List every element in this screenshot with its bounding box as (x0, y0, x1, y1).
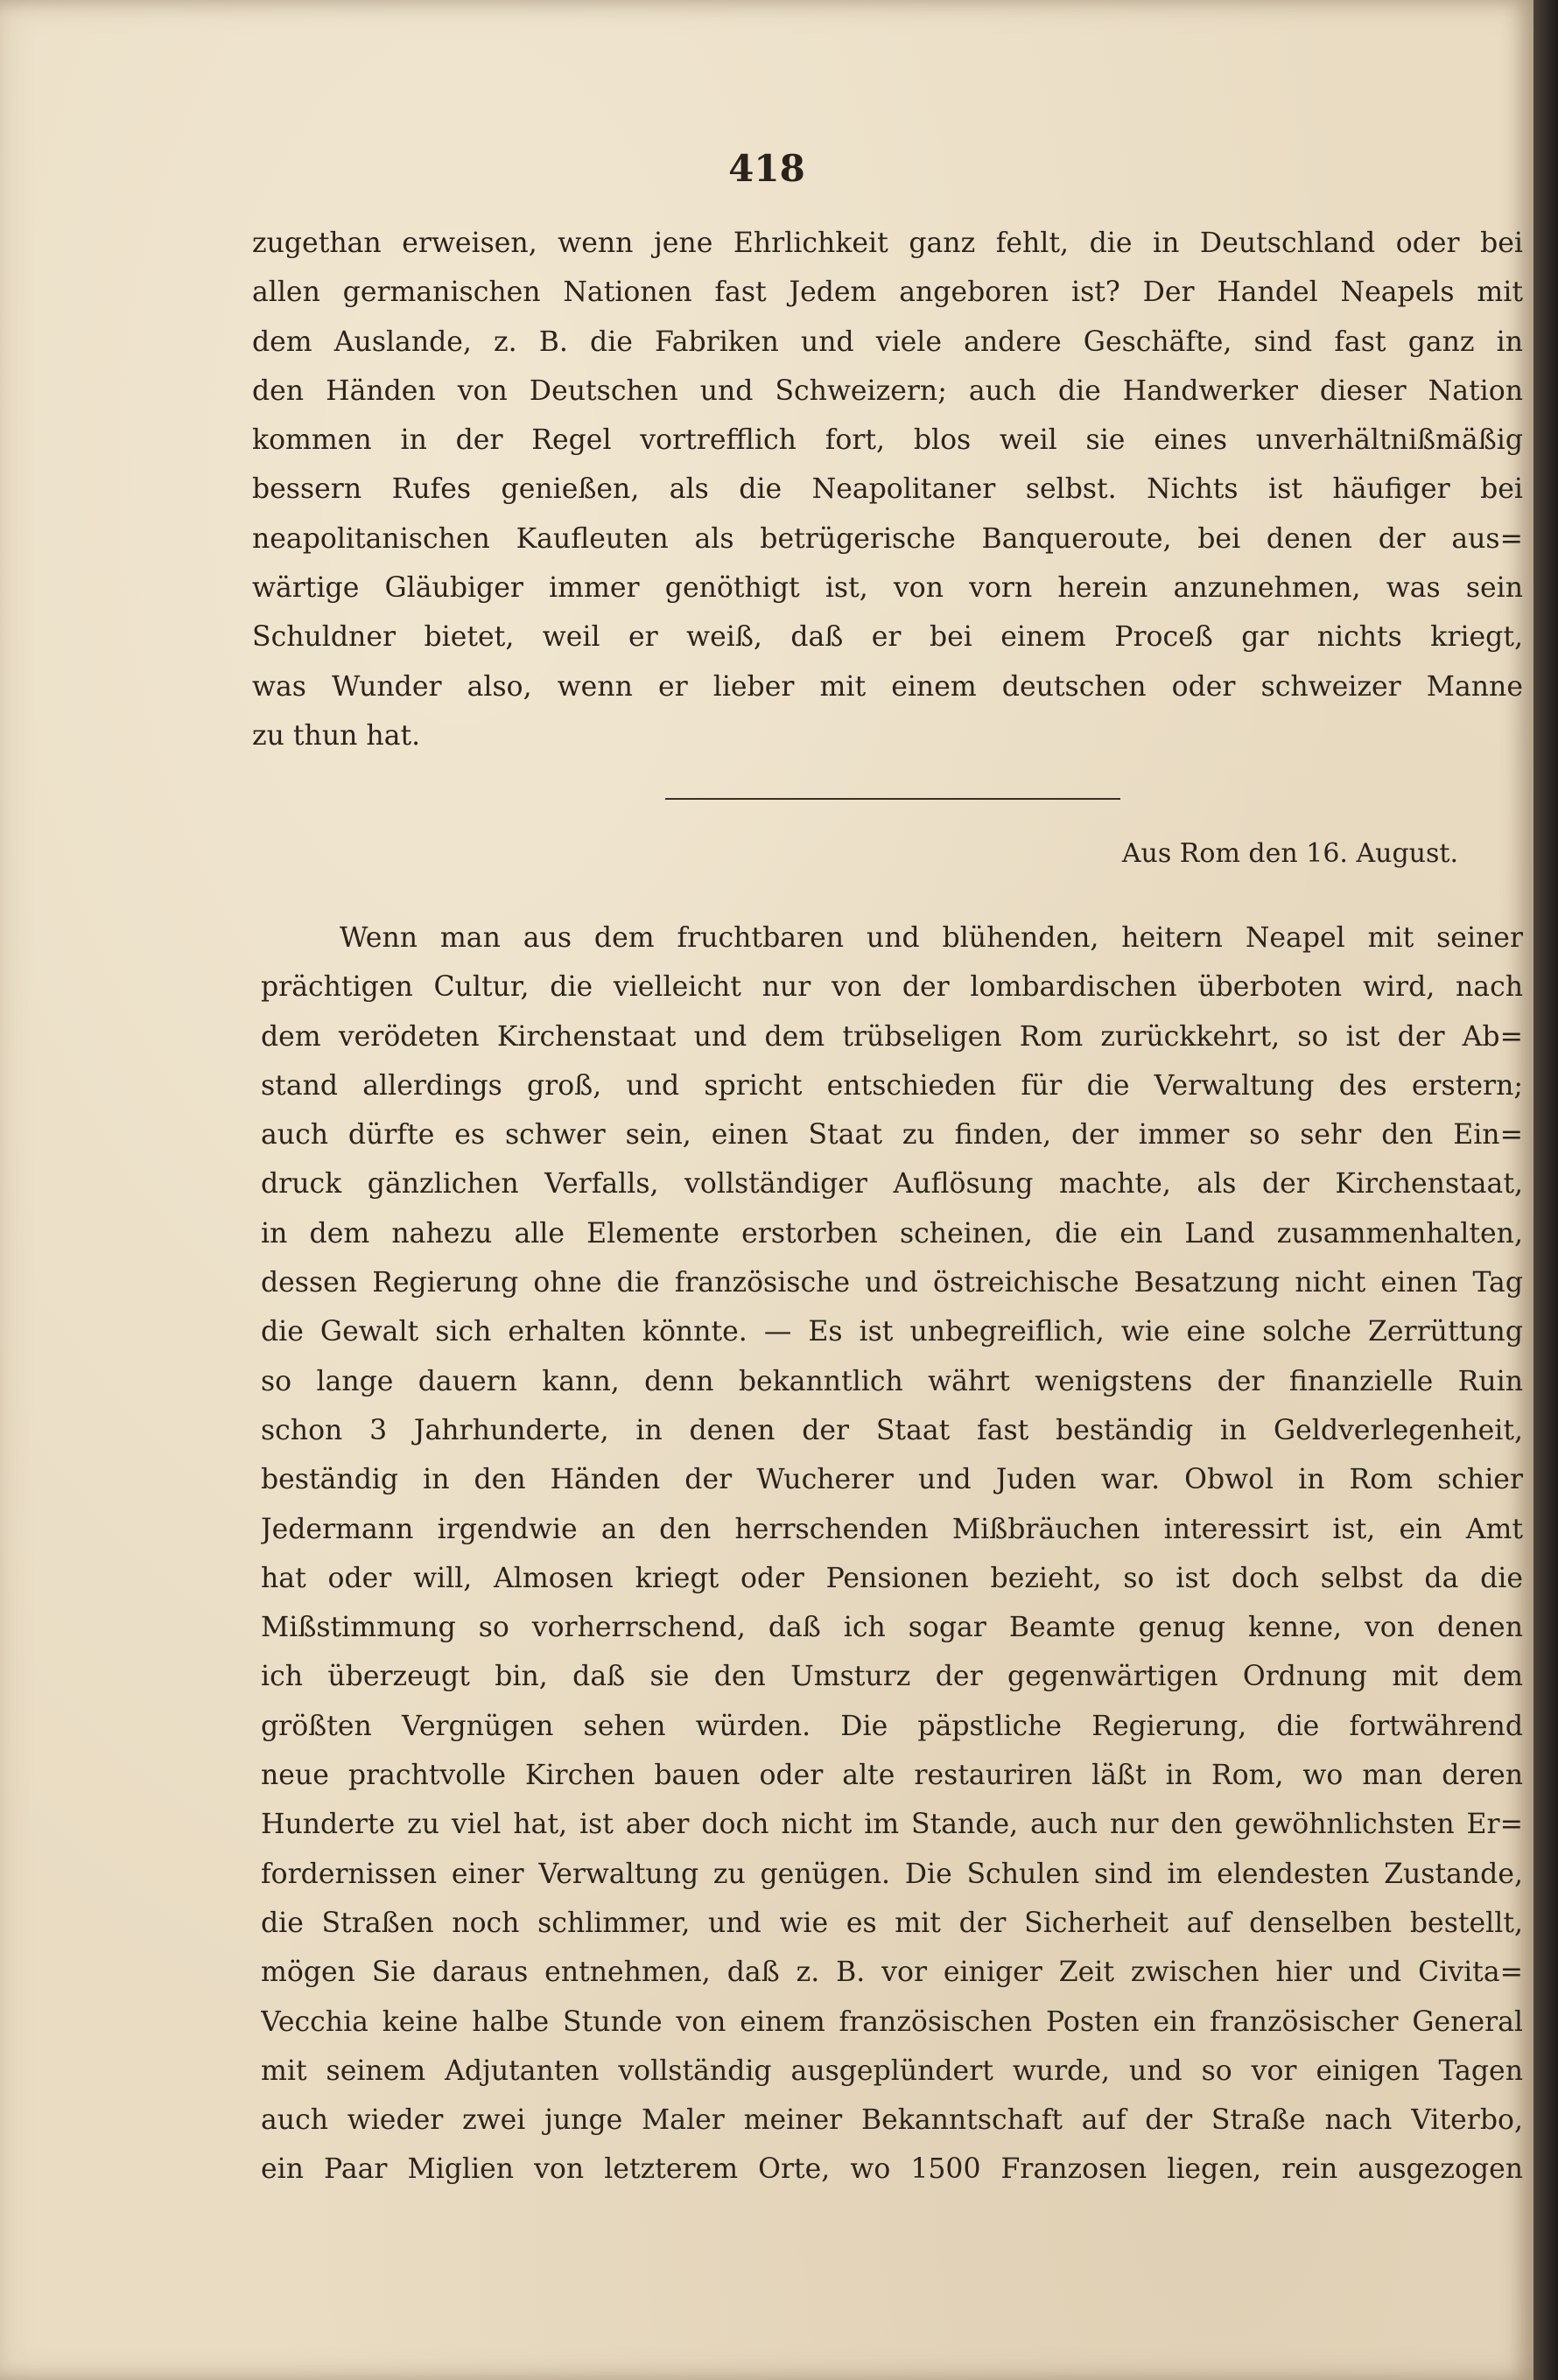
text-line: hat oder will, Almosen kriegt oder Pensionen bezieht, so ist doch selbst da die (261, 1562, 1523, 1594)
text-line: mit seinem Adjutanten vollständig ausgeplündert wurde, und so vor einigen Tagen (261, 2054, 1523, 2087)
text-line: zu thun hat. (252, 719, 421, 752)
text-line: so lange dauern kann, denn bekanntlich währt wenigstens der finanzielle Ruin (261, 1365, 1523, 1397)
text-line: stand allerdings groß, und spricht entschieden für die Verwaltung des erstern; (261, 1069, 1523, 1102)
text-line: die Straßen noch schlimmer, und wie es mit der Sicherheit auf denselben bestellt, (261, 1907, 1523, 1939)
text-line: Vecchia keine halbe Stunde von einem französischen Posten ein französischer General (261, 2006, 1523, 2038)
text-line: dem Auslande, z. B. die Fabriken und viele andere Geschäfte, sind fast ganz in (252, 326, 1523, 358)
text-line: druck gänzlichen Verfalls, vollständiger Auflösung machte, als der Kirchenstaat, (261, 1168, 1523, 1200)
text-line: beständig in den Händen der Wucherer und Juden war. Obwol in Rom schier (261, 1464, 1523, 1496)
text-line: mögen Sie daraus entnehmen, daß z. B. vor einiger Zeit zwischen hier und Civita= (261, 1956, 1523, 1989)
paragraph-rome-report (261, 914, 1523, 2194)
section-divider (665, 798, 1120, 800)
text-line: größten Vergnügen sehen würden. Die päpstliche Regierung, die fortwährend (261, 1710, 1523, 1742)
dateline: Aus Rom den 16. August. (1121, 838, 1458, 869)
text-line: wärtige Gläubiger immer genöthigt ist, von vorn herein anzunehmen, was sein (252, 572, 1523, 605)
text-line: bessern Rufes genießen, als die Neapolitaner selbst. Nichts ist häufiger bei (252, 473, 1523, 506)
text-line: Wenn man aus dem fruchtbaren und blühenden, heitern Neapel mit seiner (340, 922, 1523, 954)
text-line: auch dürfte es schwer sein, einen Staat zu finden, der immer so sehr den Ein= (261, 1119, 1523, 1152)
text-line: Schuldner bietet, weil er weiß, daß er bei einem Proceß gar nichts kriegt, (252, 621, 1523, 654)
text-line: kommen in der Regel vortrefflich fort, blos weil sie eines unverhältnißmäßig (252, 424, 1523, 457)
text-line: Jedermann irgendwie an den herrschenden Mißbräuchen interessirt ist, ein Amt (261, 1513, 1523, 1545)
text-line: allen germanischen Nationen fast Jedem angeboren ist? Der Handel Neapels mit (252, 276, 1523, 309)
book-spine-shadow (1533, 0, 1558, 2380)
text-line: prächtigen Cultur, die vielleicht nur von der lombardischen überboten wird, nach (261, 971, 1523, 1004)
text-line: neue prachtvolle Kirchen bauen oder alte restauriren läßt in Rom, wo man deren (261, 1760, 1523, 1792)
text-line: neapolitanischen Kaufleuten als betrügerische Banqueroute, bei denen der aus= (252, 522, 1523, 555)
paragraph-continued (252, 219, 1523, 760)
text-line: dem verödeten Kirchenstaat und dem trübseligen Rom zurückkehrt, so ist der Ab= (261, 1020, 1523, 1053)
text-line: in dem nahezu alle Elemente erstorben scheinen, die ein Land zusammenhalten, (261, 1217, 1523, 1250)
text-line: die Gewalt sich erhalten könnte. — Es ist unbegreiflich, wie eine solche Zerrüttung (261, 1316, 1523, 1348)
text-line: dessen Regierung ohne die französische und östreichische Besatzung nicht einen Tag (261, 1267, 1523, 1299)
text-line: Hunderte zu viel hat, ist aber doch nicht im Stande, auch nur den gewöhnlichsten Er= (261, 1809, 1523, 1841)
text-line: schon 3 Jahrhunderte, in denen der Staat fast beständig in Geldverlegenheit, (261, 1414, 1523, 1446)
text-line: Mißstimmung so vorherrschend, daß ich sogar Beamte genug kenne, von denen (261, 1612, 1523, 1644)
text-line: ich überzeugt bin, daß sie den Umsturz der gegenwärtigen Ordnung mit dem (261, 1661, 1523, 1693)
text-line: auch wieder zwei junge Maler meiner Bekanntschaft auf der Straße nach Viterbo, (261, 2104, 1523, 2137)
page-number: 418 (728, 147, 805, 190)
text-line: was Wunder also, wenn er lieber mit einem deutschen oder schweizer Manne (252, 670, 1523, 703)
text-line: ein Paar Miglien von letzterem Orte, wo 1500 Franzosen liegen, rein ausgezogen (261, 2153, 1523, 2186)
text-line: den Händen von Deutschen und Schweizern; auch die Handwerker dieser Nation (252, 374, 1523, 407)
text-line: zugethan erweisen, wenn jene Ehrlichkeit ganz fehlt, die in Deutschland oder bei (252, 228, 1523, 259)
text-line: fordernissen einer Verwaltung zu genügen. Die Schulen sind im elendesten Zustande, (261, 1858, 1523, 1890)
